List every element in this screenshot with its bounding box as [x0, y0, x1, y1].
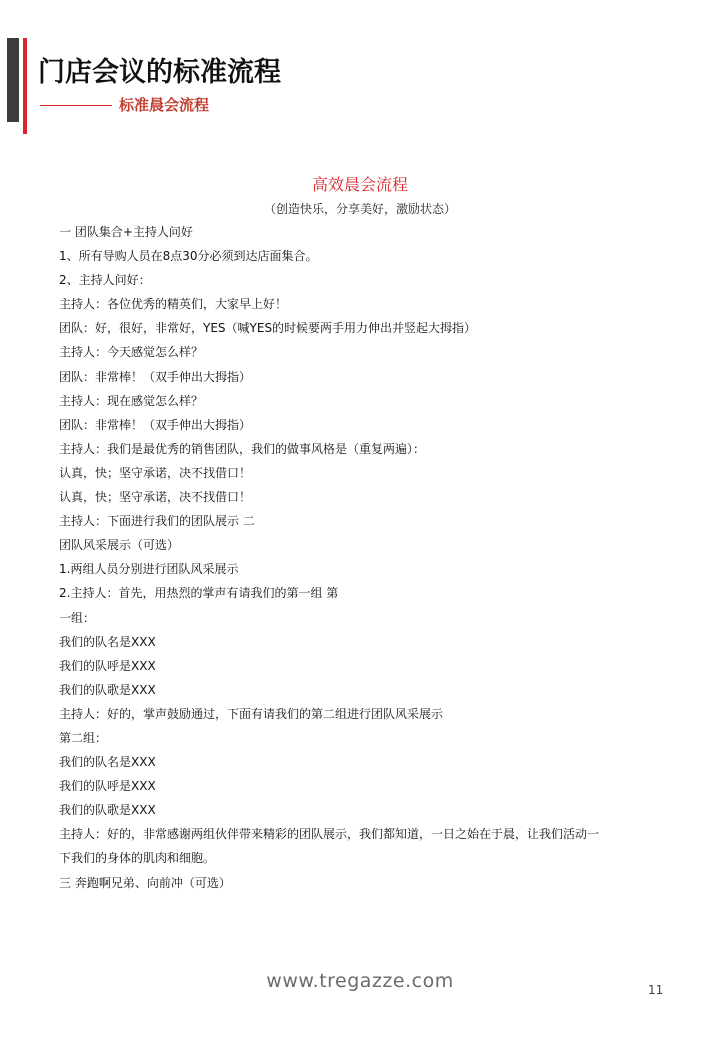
body-line: 第二组：	[59, 730, 108, 745]
body-line: 我们的队呼是XXX	[59, 658, 156, 673]
body-line: 一 团队集合+主持人问好	[59, 225, 193, 239]
body-line: 认真，快；坚守承诺，决不找借口！	[59, 465, 252, 480]
body-line: 主持人：现在感觉怎么样？	[59, 393, 204, 408]
page-number: 11	[648, 983, 664, 997]
body-line: 团队：非常棒！（双手伸出大拇指）	[59, 369, 252, 384]
body-line: 主持人：今天感觉怎么样？	[59, 345, 204, 360]
document-subtitle: （创造快乐，分享美好，激励状态）	[263, 202, 456, 216]
body-line: 我们的队呼是XXX	[59, 779, 156, 794]
body-line: 团队风采展示（可选）	[59, 538, 180, 553]
body-line: 我们的队名是XXX	[59, 634, 156, 649]
body-line: 主持人：各位优秀的精英们，大家早上好！	[59, 297, 288, 312]
document-body	[59, 220, 664, 895]
page-subtitle: 标准晨会流程	[119, 96, 210, 114]
body-line: 团队：好，很好，非常好，YES（喊YES的时候要两手用力伸出并竖起大拇指）	[59, 321, 477, 336]
left-decorative-bar	[7, 38, 19, 122]
page-title: 门店会议的标准流程	[38, 57, 281, 88]
body-line: 1.两组人员分别进行团队风采展示	[59, 562, 239, 577]
body-line: 1、所有导购人员在8点30分必须到达店面集合。	[59, 249, 318, 264]
body-line: 2、主持人问好：	[59, 273, 151, 288]
body-line: 团队：非常棒！（双手伸出大拇指）	[59, 417, 252, 432]
body-line: 2.主持人：首先，用热烈的掌声有请我们的第一组 第	[59, 586, 339, 601]
body-line: 我们的队名是XXX	[59, 755, 156, 770]
body-line: 我们的队歌是XXX	[59, 803, 156, 818]
document-title: 高效晨会流程	[311, 175, 408, 194]
body-line: 主持人：下面进行我们的团队展示 二	[59, 514, 255, 529]
body-line: 认真，快；坚守承诺，决不找借口！	[59, 490, 252, 505]
body-line: 主持人：好的，非常感谢两组伙伴带来精彩的团队展示，我们都知道，一日之始在于晨，让我们活动一	[59, 827, 600, 842]
body-line: 下我们的身体的肌肉和细胞。	[59, 851, 216, 866]
body-line: 主持人：我们是最优秀的销售团队，我们的做事风格是（重复两遍）：	[59, 441, 426, 456]
body-line: 三 奔跑啊兄弟、向前冲（可选）	[59, 875, 231, 890]
body-line: 我们的队歌是XXX	[59, 682, 156, 697]
subtitle-rule	[40, 105, 112, 106]
body-line: 一组：	[59, 610, 96, 625]
left-accent-line	[23, 38, 27, 134]
body-line: 主持人：好的，掌声鼓励通过，下面有请我们的第二组进行团队风采展示	[59, 706, 444, 721]
footer-website: www.tregazze.com	[266, 970, 454, 992]
